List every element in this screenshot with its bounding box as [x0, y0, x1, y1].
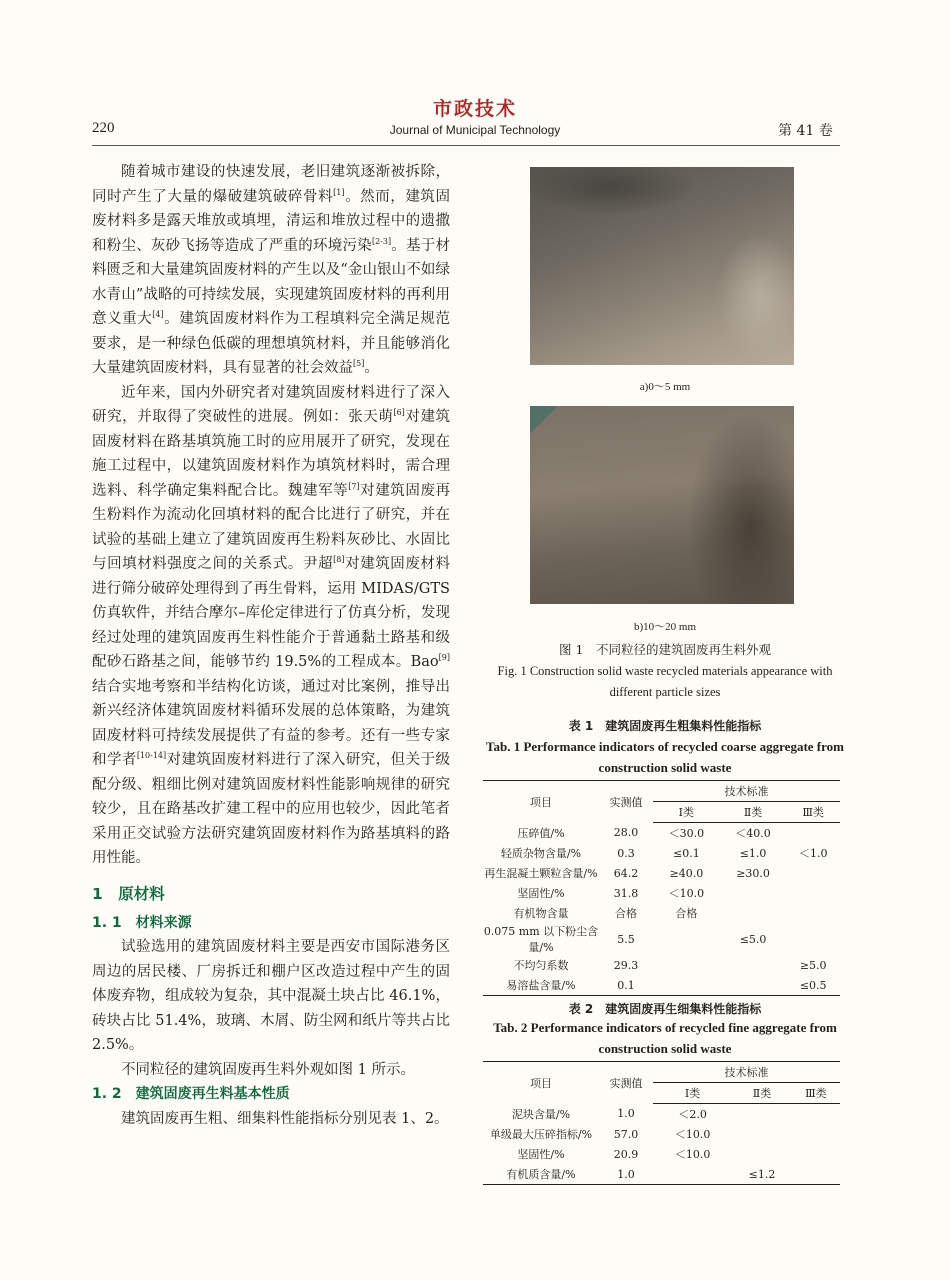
- row-label-cell: 轻质杂物含量/%: [500, 847, 582, 860]
- citation[interactable]: [9]: [438, 653, 450, 663]
- text-run: 随着城市建设的快速发展，老旧建筑逐渐被拆除，同时产生了大量的爆破建筑破碎骨料: [92, 164, 450, 205]
- table-cell: [786, 883, 840, 903]
- table-cell: [786, 923, 840, 955]
- table-cell: [720, 883, 787, 903]
- table2-body: [483, 1104, 840, 1185]
- row-label-cell: 单级最大压碎指标/%: [489, 1128, 593, 1141]
- table-row: [483, 923, 840, 955]
- row-label-cell: 有机物含量: [513, 907, 569, 920]
- citation[interactable]: [7]: [348, 481, 360, 491]
- col-header-item: 项目: [483, 1062, 599, 1104]
- table-cell: ＜10.0: [674, 1128, 711, 1141]
- table-cell: ＜10.0: [674, 1148, 711, 1161]
- journal-name: Journal of Municipal Technology: [389, 123, 561, 137]
- table1-title-cn: 表 1 建筑固废再生粗集料性能指标: [568, 719, 762, 733]
- volume-label: 第 41 卷: [778, 123, 833, 139]
- table-cell: 合格: [615, 907, 637, 920]
- row-label-cell: 0.075 mm 以下粉尘含量/%: [483, 925, 599, 954]
- col-header-standard: 技术标准: [653, 781, 840, 802]
- row-label-cell: 坚固性/%: [517, 887, 565, 900]
- row-label-cell: 再生混凝土颗粒含量/%: [484, 867, 598, 880]
- col-header-class3: Ⅲ类: [792, 1083, 840, 1104]
- row-label-cell: 不均匀系数: [513, 959, 569, 972]
- col-header-class1: Ⅰ类: [653, 802, 720, 823]
- table-row: [483, 1164, 840, 1185]
- col-header-standard: 技术标准: [653, 1062, 840, 1083]
- col-header-measured: 实测值: [599, 1062, 653, 1104]
- table-cell: 1.0: [617, 1107, 635, 1121]
- table-cell: [653, 955, 720, 975]
- table1: [483, 780, 840, 996]
- table-cell: 0.3: [617, 846, 635, 860]
- table-cell: ≥5.0: [799, 958, 827, 972]
- table-cell: [720, 903, 787, 923]
- page-number: 220: [92, 120, 115, 136]
- table-cell: 64.2: [613, 866, 639, 880]
- figure-caption-a: a)0～5 mm: [639, 381, 691, 393]
- table-cell: 28.0: [613, 826, 639, 840]
- figure-title-en: Fig. 1 Construction solid waste recycled materials appearance with different particle sizes: [497, 664, 833, 699]
- text-run: 对建筑固废材料在路基填筑施工时的应用展开了研究，发现在施工过程中，以建筑固废材料作为填筑材料时，需合理选料、科学确定集料配合比。魏建军等: [92, 409, 451, 499]
- table-cell: [786, 863, 840, 883]
- table-row: [483, 975, 840, 996]
- table-cell: ≤0.1: [672, 846, 700, 860]
- row-label-cell: 压碎值/%: [517, 826, 565, 840]
- table-cell: ＜10.0: [668, 887, 705, 900]
- left-column: [92, 160, 450, 1131]
- citation[interactable]: [1]: [333, 187, 345, 197]
- text-run: 结合实地考察和半结构化访谈，通过对比案例，推导出新兴经济体建筑固废材料循环发展的总体策略，为建筑固废材料可持续发展提供了有益的参考。还有一些专家和学者: [92, 678, 450, 768]
- table-cell: [720, 955, 787, 975]
- subsection-heading: 1. 2 建筑固废再生料基本性质: [92, 1086, 290, 1102]
- text-run: 。: [364, 360, 379, 376]
- table-cell: ≥30.0: [736, 866, 770, 880]
- paragraph-review: [92, 381, 450, 871]
- table-cell: [732, 1144, 792, 1164]
- table-cell: [653, 1164, 732, 1185]
- header-rule: [92, 145, 840, 146]
- table-cell: ≤1.2: [732, 1164, 792, 1185]
- journal-logo: 市政技术: [432, 98, 517, 120]
- table2-title-cn: 表 2 建筑固废再生细集料性能指标: [568, 1002, 762, 1016]
- table2-title-en: Tab. 2 Performance indicators of recycled fine aggregate from construction solid waste: [493, 1020, 837, 1056]
- table-cell: [732, 1124, 792, 1144]
- row-label-cell: 泥块含量/%: [511, 1107, 571, 1121]
- text-run: 近年来，国内外研究者对建筑固废材料进行了深入研究，并取得了突破性的进展。例如：张天萌: [92, 384, 450, 425]
- section-heading: 1 原材料: [92, 884, 165, 903]
- table-cell: [786, 903, 840, 923]
- table-cell: 1.0: [599, 1164, 653, 1185]
- table-cell: 合格: [675, 907, 698, 920]
- table-row: [483, 883, 840, 903]
- table2: [483, 1061, 840, 1185]
- table-cell: [792, 1164, 840, 1185]
- text-run: 对建筑固废材料进行了深入研究，但关于级配分级、粗细比例对建筑固废材料性能影响规律的研究较少，且在路基改扩建工程中的应用也较少，因此笔者采用正交试验方法研究建筑固废材料作为路基填料的路用性能。: [92, 752, 451, 866]
- table-cell: ≤0.5: [786, 975, 840, 996]
- table-cell: [720, 975, 787, 996]
- table-cell: 31.8: [613, 886, 639, 900]
- text-run: 对建筑固废材料进行筛分破碎处理得到了再生骨料，运用 MIDAS/GTS 仿真软件，并结合摩尔–库伦定律进行了仿真分析，发现经过处理的建筑固废再生料性能介于普通黏土路基和级配砂石路基之间，能够节约 19.5%的工程成本。Bao: [92, 556, 451, 670]
- table-row: [483, 823, 840, 844]
- citation[interactable]: [8]: [333, 555, 345, 565]
- citation[interactable]: [5]: [353, 359, 365, 369]
- table-cell: ≤5.0: [739, 932, 767, 946]
- paragraph-figure-ref: 不同粒径的建筑固废再生料外观如图 1 所示。: [121, 1061, 415, 1078]
- paragraph-intro: [92, 160, 450, 381]
- citation[interactable]: [2-3]: [371, 236, 392, 246]
- figure-title-cn: 图 1 不同粒径的建筑固废再生料外观: [559, 642, 771, 657]
- figure-caption-b: b)10～20 mm: [633, 621, 697, 633]
- row-label-cell: 易溶盐含量/%: [483, 975, 599, 996]
- col-header-item: 项目: [483, 781, 599, 823]
- table-cell: [653, 923, 720, 955]
- table-row: [483, 863, 840, 883]
- table-cell: ＜2.0: [678, 1108, 707, 1121]
- photo-fine-aggregate: [530, 167, 794, 365]
- table-row: [483, 955, 840, 975]
- paragraph-material-source: 试验选用的建筑固废材料主要是西安市国际港务区周边的居民楼、厂房拆迁和棚户区改造过程中产生的固体废弃物，组成较为复杂，其中混凝土块占比 46.1%，砖块占比 51.4%，玻璃、木屑、防尘网和纸片等共占比 2.5%。: [92, 939, 450, 1053]
- col-header-class3: Ⅲ类: [786, 802, 840, 823]
- citation[interactable]: [10-14]: [136, 751, 167, 761]
- text-run: 。建筑固废材料作为工程填料完全满足规范要求，是一种绿色低碳的理想填筑材料，并且能够消化大量建筑固废材料，具有显著的社会效益: [92, 311, 451, 376]
- table1-title-en: Tab. 1 Performance indicators of recycled coarse aggregate from construction solid waste: [485, 739, 844, 775]
- photo-coarse-aggregate: [530, 406, 794, 604]
- text-run: 。然而，建筑固废材料多是露天堆放或填埋，清运和堆放过程中的遗撒和粉尘、灰砂飞扬等造成了严重的环境污染: [92, 188, 451, 254]
- table-row: [483, 1144, 840, 1164]
- table-cell: ≥40.0: [669, 866, 704, 880]
- table-cell: 57.0: [613, 1127, 639, 1141]
- subsection-heading: 1. 1 材料来源: [92, 914, 192, 931]
- table-cell: ＜40.0: [735, 827, 771, 840]
- table-cell: [653, 975, 720, 996]
- col-header-class2: Ⅱ类: [720, 802, 787, 823]
- table-cell: 29.3: [613, 958, 639, 972]
- table-cell: 20.9: [613, 1147, 639, 1161]
- paragraph-table-ref: 建筑固废再生粗、细集料性能指标分别见表 1、2。: [121, 1110, 449, 1127]
- table-row: [483, 903, 840, 923]
- row-label-cell: 坚固性/%: [517, 1148, 565, 1161]
- table-row: [483, 1124, 840, 1144]
- citation[interactable]: [4]: [152, 310, 164, 320]
- table-cell: ＜30.0: [668, 827, 705, 840]
- text-run: 对建筑固废再生粉料作为流动化回填材料的配合比进行了研究，并在试验的基础上建立了建筑固废再生粉料灰砂比、水固比与回填材料强度之间的关系式。尹超: [92, 482, 451, 572]
- row-label-cell: 有机质含量/%: [483, 1164, 599, 1185]
- table-cell: [792, 1124, 840, 1144]
- col-header-class2: Ⅱ类: [732, 1083, 792, 1104]
- table-cell: ＜1.0: [798, 847, 828, 860]
- table-row: [483, 843, 840, 863]
- table-cell: 5.5: [617, 932, 635, 946]
- table1-body: [483, 823, 840, 996]
- table-cell: 0.1: [599, 975, 653, 996]
- table-cell: [732, 1104, 792, 1125]
- table-cell: [792, 1144, 840, 1164]
- table-row: [483, 1104, 840, 1125]
- citation[interactable]: [6]: [393, 408, 405, 418]
- table-cell: [786, 823, 840, 844]
- col-header-class1: Ⅰ类: [653, 1083, 732, 1104]
- text-run: 。基于材料匮乏和大量建筑固废材料的产生以及“金山银山不如绿水青山”战略的可持续发展，实现建筑固废材料的再利用意义重大: [92, 237, 451, 327]
- col-header-measured: 实测值: [599, 781, 653, 823]
- table-cell: [792, 1104, 840, 1125]
- table-cell: ≤1.0: [739, 846, 767, 860]
